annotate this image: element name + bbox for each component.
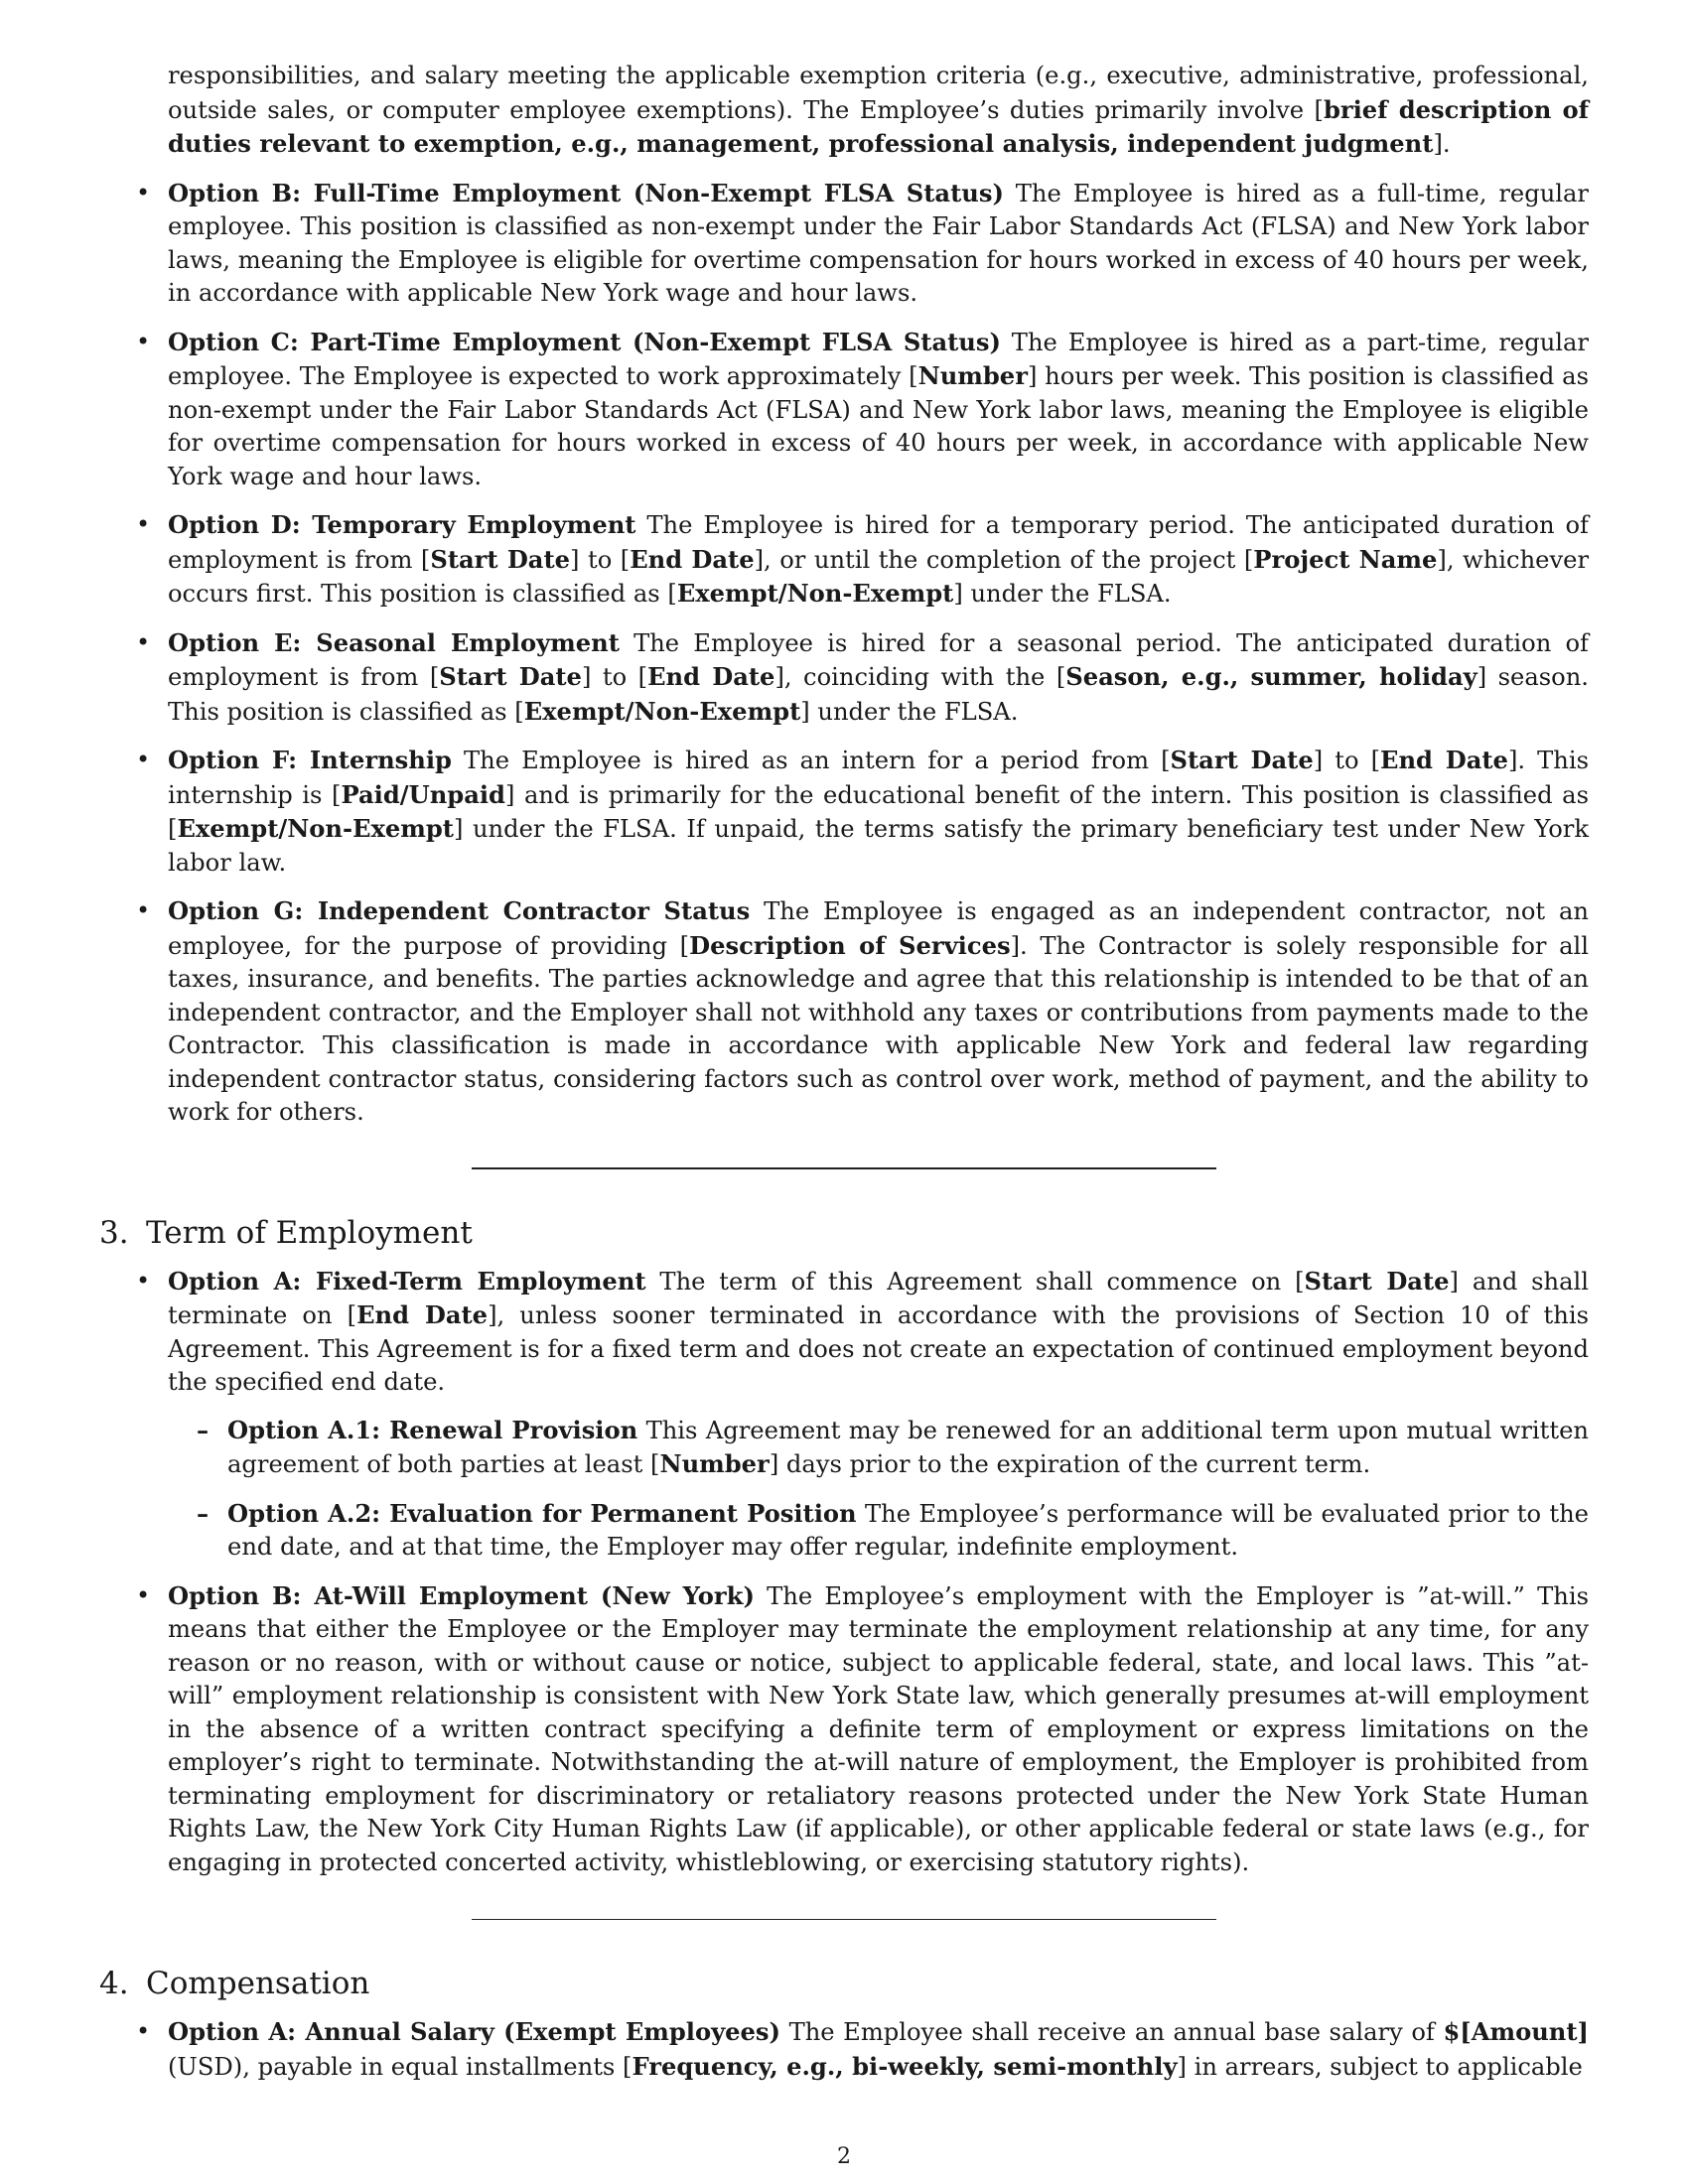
option-a-suboptions bbox=[168, 1414, 1589, 1565]
option-a-continuation: responsibilities, and salary meeting the applicable exemption criteria (e.g., executive, administrative, professional, outside sales, or computer employee exemptions). The Employee’s duties primarily involve [brief description of duties relevant to exemption, e.g., management, professional analysis, independent judgment]. bbox=[168, 62, 1589, 158]
section-3-options-list bbox=[99, 1265, 1589, 1880]
section-divider bbox=[472, 1167, 1216, 1169]
option-a1-renewal: – Option A.1: Renewal Provision This Agreement may be renewed for an additional term upon mutual written agreement of both parties at least [Number] days prior to the expiration of the current term. bbox=[99, 1414, 1589, 1482]
option-a2-evaluation: – Option A.2: Evaluation for Permanent Position The Employee’s performance will be evaluated prior to the end date, and at that time, the Employer may offer regular, indefinite employment. bbox=[99, 1497, 1589, 1565]
section-2-options-list bbox=[99, 177, 1589, 1130]
page-number: 2 bbox=[837, 2144, 851, 2169]
option-e-seasonal: • Option E: Seasonal Employment The Employee is hired for a seasonal period. The anticipated duration of employment is from [Start Date] to [End Date], coinciding with the [Season, e.g., summer, holiday] season. This position is classified as [Exempt/Non-Exempt] under the FLSA. bbox=[99, 626, 1589, 730]
section-3-heading: 3. Term of Employment bbox=[99, 1214, 473, 1251]
section-4-options-list bbox=[99, 2015, 1589, 2084]
option-b-at-will: • Option B: At-Will Employment (New York) The Employee’s employment with the Employer is ”at-will.” This means that either the Employee or the Employer may terminate the employment relationship at any time, for any reason or no reason, with or without cause or notice, subject to applicable federal, state, and local laws. This ”at-will” employment relationship is consistent with New York State law, which generally presumes at-will employment in the absence of a written contract specifying a definite term of employment or express limitations on the employer’s right to terminate. Notwithstanding the at-will nature of employment, the Employer is prohibited from terminating employment for discriminatory or retaliatory reasons protected under the New York State Human Rights Law, the New York City Human Rights Law (if applicable), or other applicable federal or state laws (e.g., for engaging in protected concerted activity, whistleblowing, or exercising statutory rights). bbox=[99, 1579, 1589, 1880]
option-a-annual-salary: • Option A: Annual Salary (Exempt Employees) The Employee shall receive an annual base salary of $[Amount] (USD), payable in equal installments [Frequency, e.g., bi-weekly, semi-monthly] in arrears, subject to applicable bbox=[99, 2015, 1589, 2084]
section-divider bbox=[472, 1919, 1216, 1920]
section-4-heading: 4. Compensation bbox=[99, 1966, 370, 2001]
option-a-fixed-term: • Option A: Fixed-Term Employment The term of this Agreement shall commence on [Start Date] and shall terminate on [End Date], unless sooner terminated in accordance with the provisions of Section 10 of this Agreement. This Agreement is for a fixed term and does not create an expectation of continued employment beyond the specified end date. – Option A.1: Renewal Provision This Agreement may be renewed for an additional term upon mutual written agreement of both parties at least [Number] days prior to the expiration of the current term. – Option A.2: Evaluation for Permanent Position The Employee’s performance will be evaluated prior to the end date, and at that time, the Employer may offer regular, indefinite employment. bbox=[99, 1265, 1589, 1565]
page-content bbox=[99, 62, 1590, 2084]
option-f-internship: • Option F: Internship The Employee is hired as an intern for a period from [Start Date] to [End Date]. This internship is [Paid/Unpaid] and is primarily for the educational benefit of the intern. This position is classified as [Exempt/Non-Exempt] under the FLSA. If unpaid, the terms satisfy the primary beneficiary test under New York labor law. bbox=[99, 744, 1589, 880]
option-c-part-time: • Option C: Part-Time Employment (Non-Exempt FLSA Status) The Employee is hired as a part-time, regular employee. The Employee is expected to work approximately [Number] hours per week. This position is classified as non-exempt under the Fair Labor Standards Act (FLSA) and New York labor laws, meaning the Employee is eligible for overtime compensation for hours worked in excess of 40 hours per week, in accordance with applicable New York wage and hour laws. bbox=[99, 326, 1589, 494]
option-g-contractor: • Option G: Independent Contractor Status The Employee is engaged as an independent contractor, not an employee, for the purpose of providing [Description of Services]. The Contractor is solely responsible for all taxes, insurance, and benefits. The parties acknowledge and agree that this relationship is intended to be that of an independent contractor, and the Employer shall not withhold any taxes or contributions from payments made to the Contractor. This classification is made in accordance with applicable New York and federal law regarding independent contractor status, considering factors such as control over work, method of payment, and the ability to work for others. bbox=[99, 894, 1589, 1130]
option-d-temporary: • Option D: Temporary Employment The Employee is hired for a temporary period. The anticipated duration of employment is from [Start Date] to [End Date], or until the completion of the project [Project Name], whichever occurs first. This position is classified as [Exempt/Non-Exempt] under the FLSA. bbox=[99, 508, 1589, 612]
option-b-full-time: • Option B: Full-Time Employment (Non-Exempt FLSA Status) The Employee is hired as a full-time, regular employee. This position is classified as non-exempt under the Fair Labor Standards Act (FLSA) and New York labor laws, meaning the Employee is eligible for overtime compensation for hours worked in excess of 40 hours per week, in accordance with applicable New York wage and hour laws. bbox=[99, 177, 1589, 311]
